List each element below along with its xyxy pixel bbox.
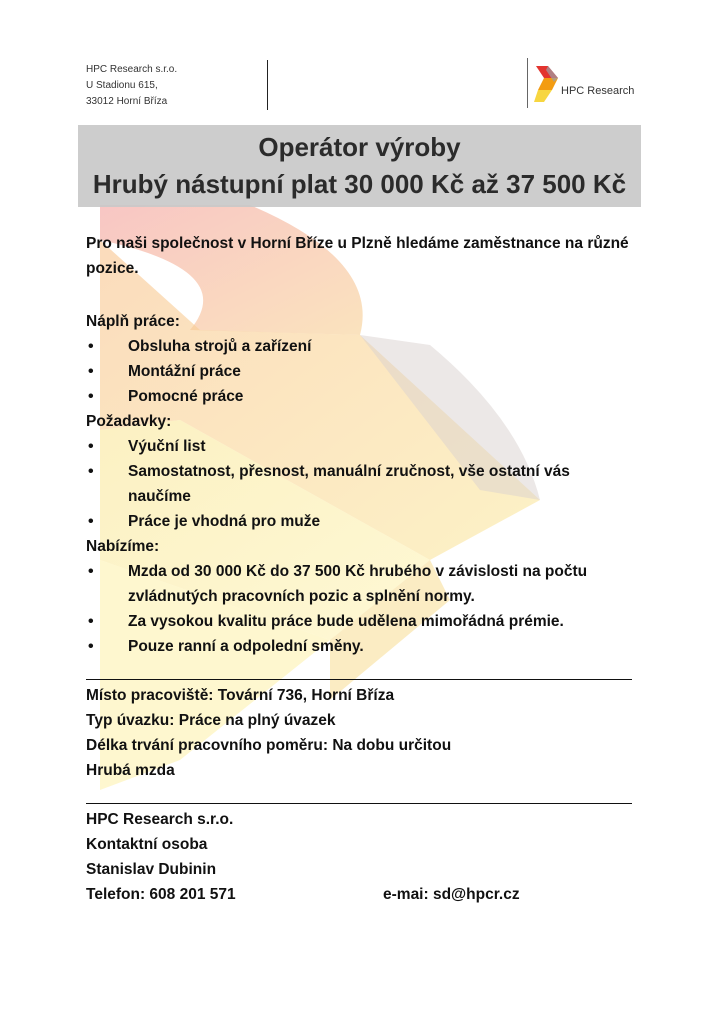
list-item: • Výuční list bbox=[86, 434, 606, 459]
list-item: • Práce je vhodná pro muže bbox=[86, 509, 606, 534]
address-line: U Stadionu 615, bbox=[86, 80, 158, 91]
list-nabizime bbox=[86, 559, 631, 659]
section-label-pozadavky: Požadavky: bbox=[86, 413, 172, 430]
list-item: • Montážní práce bbox=[86, 359, 646, 384]
section-label-napln: Náplň práce: bbox=[86, 313, 180, 330]
list-pozadavky bbox=[86, 434, 606, 534]
separator-rule bbox=[86, 679, 632, 680]
header-divider bbox=[267, 60, 268, 110]
contact-phone: Telefon: 608 201 571 bbox=[86, 886, 236, 903]
list-item: • Pouze ranní a odpolední směny. bbox=[86, 634, 631, 659]
address-line: HPC Research s.r.o. bbox=[86, 64, 178, 75]
list-item: • Pomocné práce bbox=[86, 384, 646, 409]
list-item: • Mzda od 30 000 Kč do 37 500 Kč hrubého v závislosti na počtu zvládnutých pracovních pozic a splnění normy. bbox=[86, 559, 631, 609]
logo-text: HPC Research bbox=[561, 85, 635, 97]
workplace-line: Místo pracoviště: Tovární 736, Horní Bříza bbox=[86, 687, 395, 704]
contact-name: Stanislav Dubinin bbox=[86, 861, 217, 878]
job-title: Operátor výroby bbox=[258, 132, 461, 162]
company-address bbox=[86, 62, 177, 110]
list-item: • Za vysokou kvalitu práce bude udělena mimořádná prémie. bbox=[86, 609, 631, 634]
contact-email: e-mai: sd@hpcr.cz bbox=[383, 886, 520, 903]
gross-salary-line: Hrubá mzda bbox=[86, 762, 175, 779]
company-logo bbox=[527, 58, 637, 108]
contract-type-line: Typ úvazku: Práce na plný úvazek bbox=[86, 712, 336, 729]
separator-rule bbox=[86, 803, 632, 804]
intro-paragraph: Pro naši společnost v Horní Bříze u Plzně hledáme zaměstnance na různé pozice. bbox=[86, 235, 629, 277]
list-napln bbox=[86, 334, 646, 409]
title-band bbox=[78, 125, 641, 207]
address-line: 33012 Horní Bříza bbox=[86, 96, 168, 107]
contact-label: Kontaktní osoba bbox=[86, 836, 208, 853]
chevron-logo-icon bbox=[534, 64, 560, 104]
contact-company: HPC Research s.r.o. bbox=[86, 811, 234, 828]
salary-headline: Hrubý nástupní plat 30 000 Kč až 37 500 Kč bbox=[92, 169, 627, 199]
contract-duration-line: Délka trvání pracovního poměru: Na dobu určitou bbox=[86, 737, 452, 754]
section-label-nabizime: Nabízíme: bbox=[86, 538, 160, 555]
list-item: • Obsluha strojů a zařízení bbox=[86, 334, 646, 359]
list-item: • Samostatnost, přesnost, manuální zručnost, vše ostatní vás naučíme bbox=[86, 459, 606, 509]
logo-divider bbox=[527, 58, 528, 108]
